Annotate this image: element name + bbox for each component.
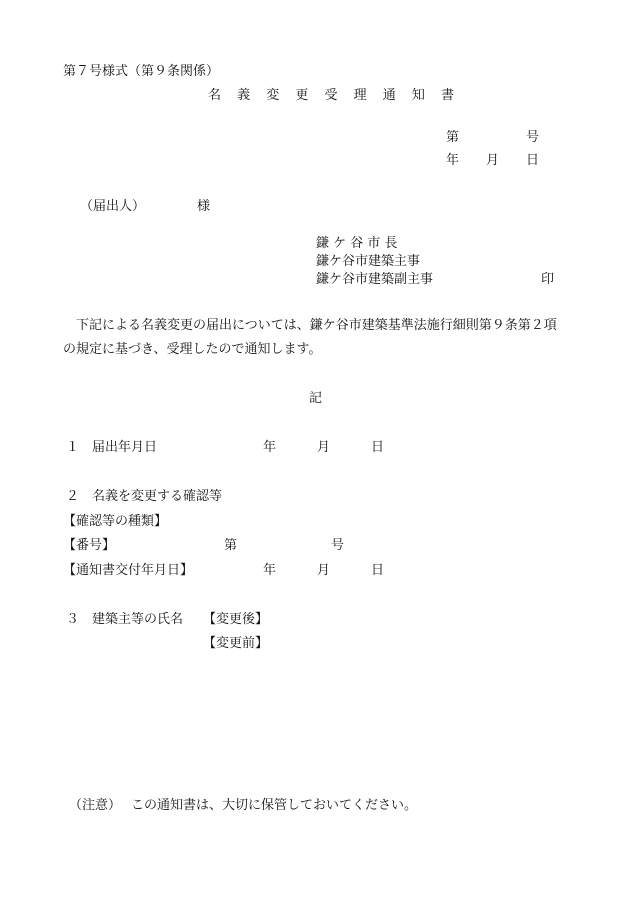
issuer-deputy-building-official: 鎌ケ谷市建築副主事 [316,272,434,287]
ref-day: 日 [526,153,540,168]
addressee-label: （届出人） [80,199,146,214]
item2-year: 年 [263,563,277,578]
item1-year: 年 [263,440,277,455]
item2-month: 月 [317,563,331,578]
item2-day: 日 [371,563,385,578]
ki-heading: 記 [309,391,323,406]
item3-before-label: 【変更前】 [203,636,269,651]
note-text: この通知書は、大切に保管しておいてください。 [131,798,418,813]
item2-number-dai: 第 [224,538,238,553]
note-label: （注意） [69,798,122,813]
item2-number-go: 号 [331,538,345,553]
seal-mark: 印 [541,272,555,287]
item2-type-label: 【確認等の種類】 [63,514,168,529]
body-paragraph: 下記による名義変更の届出については、鎌ケ谷市建築基準法施行細則第９条第２項の規定に基づき、受理したので通知します。 [63,318,557,357]
item1-label: １ 届出年月日 [66,440,158,455]
item2-issue-date-label: 【通知書交付年月日】 [63,563,194,578]
document-title: 名 義 変 更 受 理 通 知 書 [208,88,461,103]
item3-after-label: 【変更後】 [203,612,269,627]
item1-month: 月 [317,440,331,455]
issuer-building-official: 鎌ケ谷市建築主事 [316,254,421,269]
item2-label: ２ 名義を変更する確認等 [66,489,223,504]
ref-go: 号 [526,130,540,145]
ref-month: 月 [486,153,500,168]
issuer-mayor: 鎌 ケ 谷 市 長 [316,236,398,251]
form-number-label: 第７号様式（第９条関係） [63,64,220,79]
item1-day: 日 [371,440,385,455]
ref-dai: 第 [446,130,460,145]
item3-label: ３ 建築主等の氏名 [66,612,184,627]
item2-number-label: 【番号】 [63,538,116,553]
addressee-honorific: 様 [197,199,211,214]
ref-year: 年 [446,153,460,168]
